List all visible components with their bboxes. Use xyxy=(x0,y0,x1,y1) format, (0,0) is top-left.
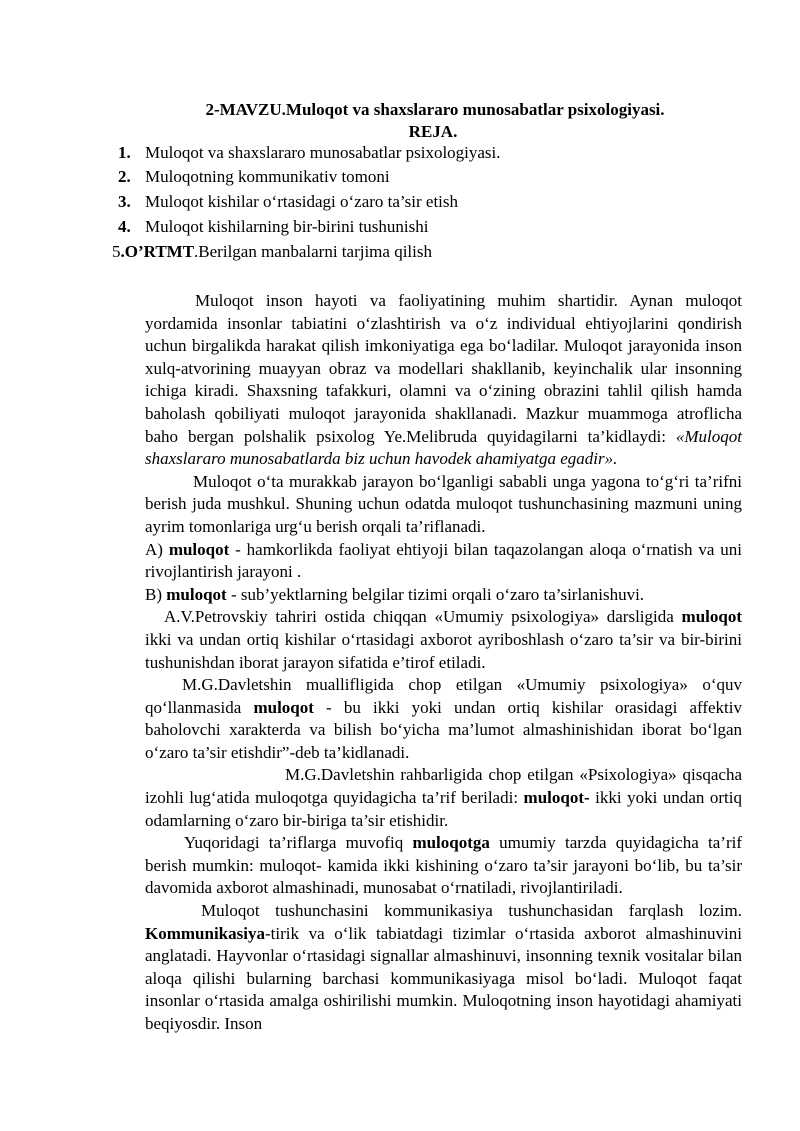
definition-label: B) xyxy=(145,584,167,604)
plan-heading: REJA. xyxy=(408,122,458,141)
bold-term: muloqot xyxy=(681,607,742,627)
paragraph xyxy=(145,900,742,1036)
plan-item-text: Muloqot kishilar o‘rtasidagi o‘zaro ta’sir etish xyxy=(145,192,459,211)
plan-item-number: 5 xyxy=(112,242,121,261)
paragraph-text: umumiy tarzda quyidagicha ta’rif berish mumkin: muloqot- kamida ikki kishining o‘zaro ta’sir jarayoni bo‘lib, bu ta’sir davomida axborot almashinadi, munosabat o‘rnatiladi, rivojlantiriladi. xyxy=(145,833,743,898)
paragraph xyxy=(145,290,742,471)
bold-term: muloqot- xyxy=(523,788,590,808)
paragraph-text: - bu ikki yoki undan ortiq kishilar orasidagi affektiv baholovchi xarakterda va bilish bo‘yicha ma’lumot almashinishidan iborat bo‘lgan o‘zaro ta’sir etishdir”-deb ta’kidlanadi. xyxy=(145,697,743,762)
paragraph: Muloqot o‘ta murakkab jarayon bo‘lganligi sababli unga yagona to‘g‘ri ta’rifni berish juda mushkul. Shuning uchun odatda muloqot tushunchasining mazmuni uning ayrim tomonlariga urg‘u berish orqali ta’riflanadi. xyxy=(145,471,742,536)
definition-term: muloqot xyxy=(168,539,230,559)
bold-term: muloqotga xyxy=(412,833,490,853)
paragraph-text: Yuqoridagi ta’riflarga muvofiq xyxy=(184,833,413,853)
paragraph-text: -tirik va o‘lik tabiatdagi tizimlar o‘rtasida axborot almashinuvini anglatadi. Hayvonlar o‘rtasidagi signallar almashinuvi, insonning texnik vositalar bilan aloqa qilishi bularning barchasi kommunikasiyaga misol bo‘ladi. Muloqot faqat insonlar o‘rtasida amalga oshirilishi mumkin. Muloqotning inson hayotidagi ahamiyati beqiyosdir. Inson xyxy=(145,923,742,1033)
definition-term: muloqot xyxy=(166,584,227,604)
paragraph-text: A.V.Petrovskiy tahriri ostida chiqqan «Umumiy psixologiya» darsligida xyxy=(164,607,682,627)
paragraph-text: Muloqot tushunchasini kommunikasiya tushunchasidan farqlash lozim. xyxy=(201,901,742,921)
plan-item-text: Muloqotning kommunikativ tomoni xyxy=(145,167,390,186)
plan-item-number: 4. xyxy=(118,217,131,236)
paragraph xyxy=(145,832,742,900)
paragraph-text: ikki yoki undan ortiq odamlarning o‘zaro bir-biriga ta’sir etishidir. xyxy=(145,788,742,830)
plan-item-last xyxy=(112,241,432,263)
plan-item-number: 1. xyxy=(118,143,131,162)
plan-item-number: 2. xyxy=(118,167,131,186)
paragraph xyxy=(145,674,742,764)
bold-term: Kommunikasiya xyxy=(145,923,265,943)
definition-text: - sub’yektlarning belgilar tizimi orqali o‘zaro ta’sirlanishuvi. xyxy=(226,584,645,604)
paragraph-text: M.G.Davletshin rahbarligida chop etilgan «Psixologiya» qisqacha izohli lug‘atida muloqotga quyidagicha ta’rif beriladi: xyxy=(145,765,742,808)
quote-text: «Muloqot shaxslararo munosabatlarda biz uchun havodek ahamiyatga egadir». xyxy=(145,426,742,469)
document-title: 2-MAVZU.Muloqot va shaxslararo munosabatlar psixologiyasi. xyxy=(205,100,665,119)
bold-term: muloqot xyxy=(253,697,314,717)
definition-a xyxy=(145,539,742,584)
plan-item-text: .Berilgan manbalarni tarjima qilish xyxy=(194,242,432,261)
plan-item-number: 3. xyxy=(118,192,131,211)
plan-item-text: Muloqot kishilarning bir-birini tushunishi xyxy=(145,217,429,236)
plan-item-bold: .O’RTMT xyxy=(120,242,195,261)
definition-b xyxy=(145,584,742,607)
paragraph-text: M.G.Davletshin muallifligida chop etilgan «Umumiy psixologiya» o‘quv qo‘llanmasida xyxy=(145,675,742,717)
paragraph-text: Muloqot inson hayoti va faoliyatining muhim shartidir. Aynan muloqot yordamida insonlar tabiatini o‘zlashtirish va o‘z individual ehtiyojlarini qondirish uchun birgalikda harakat qilish imkoniyatiga ega bo‘ladilar. Muloqot jarayonida inson xulq-atvorining muayyan obraz va modellari shakllanib, keyinchalik ular insonning ichiga kiradi. Shaxsning tafakkuri, olamni va o‘zining obrazini tahlil qilish hamda baholash qobiliyati muloqot jarayonida shakllanadi. Mazkur muammoga atroflicha baho bergan polshalik psixolog Ye.Melibruda quyidagilarni ta’kidlaydi: xyxy=(145,291,742,446)
definition-label: A) xyxy=(145,539,169,559)
paragraph-text: ikki va undan ortiq kishilar o‘rtasidagi axborot ayriboshlash o‘zaro ta’sir va bir-birini tushunishdan iborat jarayon sifatida e’tirof etiladi. xyxy=(145,629,742,672)
definition-text: - hamkorlikda faoliyat ehtiyoji bilan taqazolangan aloqa o‘rnatish va uni rivojlantirish jarayoni . xyxy=(145,539,742,582)
document-body xyxy=(145,290,742,1036)
plan-item-text: Muloqot va shaxslararo munosabatlar psixologiyasi. xyxy=(145,143,501,162)
paragraph xyxy=(145,764,742,832)
paragraph xyxy=(145,606,742,674)
